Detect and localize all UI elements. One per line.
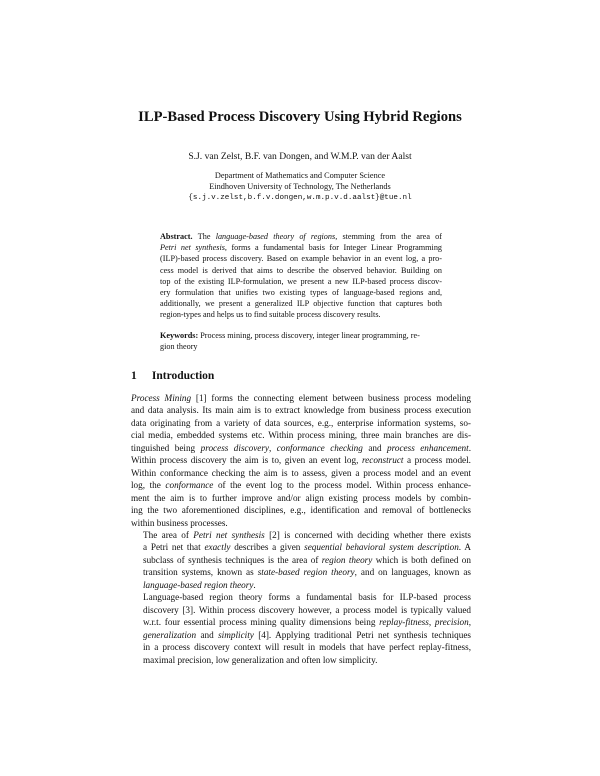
abstract-line: ery formulation that unifies two existing types of language-based regions and,: [160, 288, 442, 298]
text-line: in a process discovery context will result in models that have perfect replay-fitness,: [143, 642, 471, 653]
abstract-line: (ILP)-based process discovery. Based on example behavior in an event log, a pro-: [160, 254, 442, 264]
text-line: Within process discovery the aim is to, given an event log, reconstruct a process model.: [131, 455, 471, 466]
text-line: language-based region theory.: [143, 579, 256, 590]
abstract-text: [160, 231, 442, 321]
text-line: Within conformance checking the aim is to assess, given a process model and an event: [131, 467, 471, 478]
university: Eindhoven University of Technology, The Netherlands: [209, 181, 391, 191]
abstract-line: Petri net synthesis, forms a fundamental basis for Integer Linear Programming: [160, 243, 443, 253]
text-line: data originating from a variety of data sources, e.g., enterprise information systems, so-: [131, 417, 471, 428]
section-body: [131, 392, 471, 666]
text-line: discovery [3]. Within process discovery however, a process model is typically valued: [143, 604, 471, 615]
section-number: 1: [131, 370, 137, 382]
department: Department of Mathematics and Computer Science: [214, 171, 386, 180]
text-line: The area of Petri net synthesis [2] is concerned with deciding whether there exists: [143, 529, 471, 540]
text-line: generalization and simplicity [4]. Applying traditional Petri net synthesis techniques: [143, 629, 471, 640]
abstract-label: Abstract.: [160, 232, 198, 241]
text-line: and data analysis. Its main aim is to extract knowledge from business process execution: [131, 405, 471, 416]
abstract: [160, 231, 442, 352]
paper-title: ILP-Based Process Discovery Using Hybrid Regions: [138, 109, 462, 125]
text-line: transition systems, known as state-based region theory, and on languages, known as: [143, 567, 472, 578]
keywords-text: Process mining, process discovery, integer linear programming, re-: [200, 330, 420, 340]
text-line: ment the aim is to further improve and/or align existing process models by combin-: [131, 492, 471, 503]
abstract-line: top of the existing ILP-formulation, we present a new ILP-based process discov-: [160, 276, 442, 286]
abstract-line: Abstract. The language-based theory of regions, stemming from the area of: [160, 232, 442, 241]
section-title: Introduction: [151, 370, 215, 382]
paragraph-2: [131, 529, 471, 591]
text-line: tinguished being process discovery, conformance checking and process enhancement.: [131, 442, 471, 453]
text-line: maximal precision, low generalization and often low simplicity.: [143, 654, 378, 665]
text-line: log, the conformance of the event log to the process model. Within process enhance-: [131, 480, 472, 491]
section-heading: [131, 370, 471, 382]
text-line: w.r.t. four essential process mining quality dimensions being replay-fitness, precision,: [143, 617, 471, 628]
text-line: within business processes.: [131, 517, 228, 528]
text-line: ing the two aforementioned disciplines, e.g., identification and removal of bottlenecks: [131, 505, 471, 516]
abstract-line: cess model is derived that aims to describe the observed behavior. Building on: [160, 265, 442, 275]
paragraph-3: [131, 591, 471, 666]
abstract-line: additionally, we present a generalized ILP objective function that captures both: [160, 299, 442, 309]
author-list: S.J. van Zelst, B.F. van Dongen, and W.M.P. van der Aalst: [188, 151, 412, 162]
text-line: Process Mining [1] forms the connecting element between business process modeling: [131, 393, 471, 403]
keywords: [160, 330, 442, 352]
email-addresses: {s.j.v.zelst,b.f.v.dongen,w.m.p.v.d.aalst}@tue.nl: [188, 193, 412, 202]
text-line: cial media, embedded systems etc. Within process mining, three main branches are dis-: [131, 430, 471, 441]
text-line: a Petri net that exactly describes a given sequential behavioral system description. A: [143, 542, 471, 553]
text-line: subclass of synthesis techniques is the area of region theory which is both defined on: [143, 554, 471, 565]
text-line: Language-based region theory forms a fundamental basis for ILP-based process: [143, 592, 471, 603]
keywords-text-continued: gion theory: [160, 341, 198, 351]
keywords-label: Keywords:: [160, 330, 199, 340]
affiliation-block: [0, 171, 600, 204]
paragraph-1: [131, 392, 471, 529]
abstract-line: region-types and helps us to find suitable process discovery results.: [160, 310, 381, 320]
